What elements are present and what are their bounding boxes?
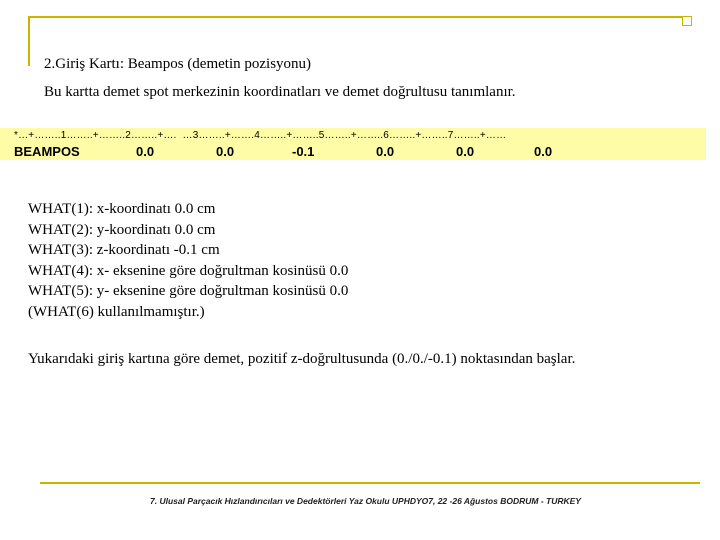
card-value-what4: 0.0 bbox=[376, 144, 395, 159]
what-line: WHAT(1): x-koordinatı 0.0 cm bbox=[28, 201, 216, 217]
what-line: (WHAT(6) kullanılmamıştır.) bbox=[28, 303, 205, 320]
card-value-what3: -0.1 bbox=[292, 144, 315, 159]
slide-heading: 2.Giriş Kartı: Beampos (demetin pozisyonu) bbox=[44, 56, 312, 72]
decorative-top-line bbox=[28, 16, 688, 18]
decorative-bottom-line bbox=[40, 482, 700, 484]
card-keyword: BEAMPOS bbox=[14, 144, 80, 159]
card-value-what1: 0.0 bbox=[136, 144, 155, 159]
what-line: WHAT(3): z-koordinatı -0.1 cm bbox=[28, 242, 220, 259]
intro-text: Bu kartta demet spot merkezinin koordinatları ve demet doğrultusu tanımlanır. bbox=[44, 84, 516, 100]
card-value-what2: 0.0 bbox=[216, 144, 235, 159]
input-card-band bbox=[0, 128, 706, 160]
card-value-what6: 0.0 bbox=[534, 144, 553, 159]
summary-text: Yukarıdaki giriş kartına göre demet, pozitif z-doğrultusunda (0./0./-0.1) noktasından başlar. bbox=[28, 351, 576, 367]
decorative-corner-box bbox=[682, 16, 692, 26]
footer-text: 7. Ulusal Parçacık Hızlandırıcıları ve Dedektörleri Yaz Okulu UPHDYO7, 22 -26 Ağustos BODRUM - TURKEY bbox=[150, 496, 581, 506]
card-value-what5: 0.0 bbox=[456, 144, 475, 159]
what-line: WHAT(5): y- eksenine göre doğrultman kosinüsü 0.0 bbox=[28, 283, 349, 300]
decorative-vertical-line bbox=[28, 16, 30, 66]
what-line: WHAT(4): x- eksenine göre doğrultman kosinüsü 0.0 bbox=[28, 262, 349, 279]
column-ruler: *…+……..1……..+……..2……..+…. …3……..+…….4……..+……..5……..+……..6……..+……..7……..+…… bbox=[14, 130, 507, 141]
what-line: WHAT(2): y-koordinatı 0.0 cm bbox=[28, 221, 216, 238]
what-description-list bbox=[28, 199, 348, 323]
